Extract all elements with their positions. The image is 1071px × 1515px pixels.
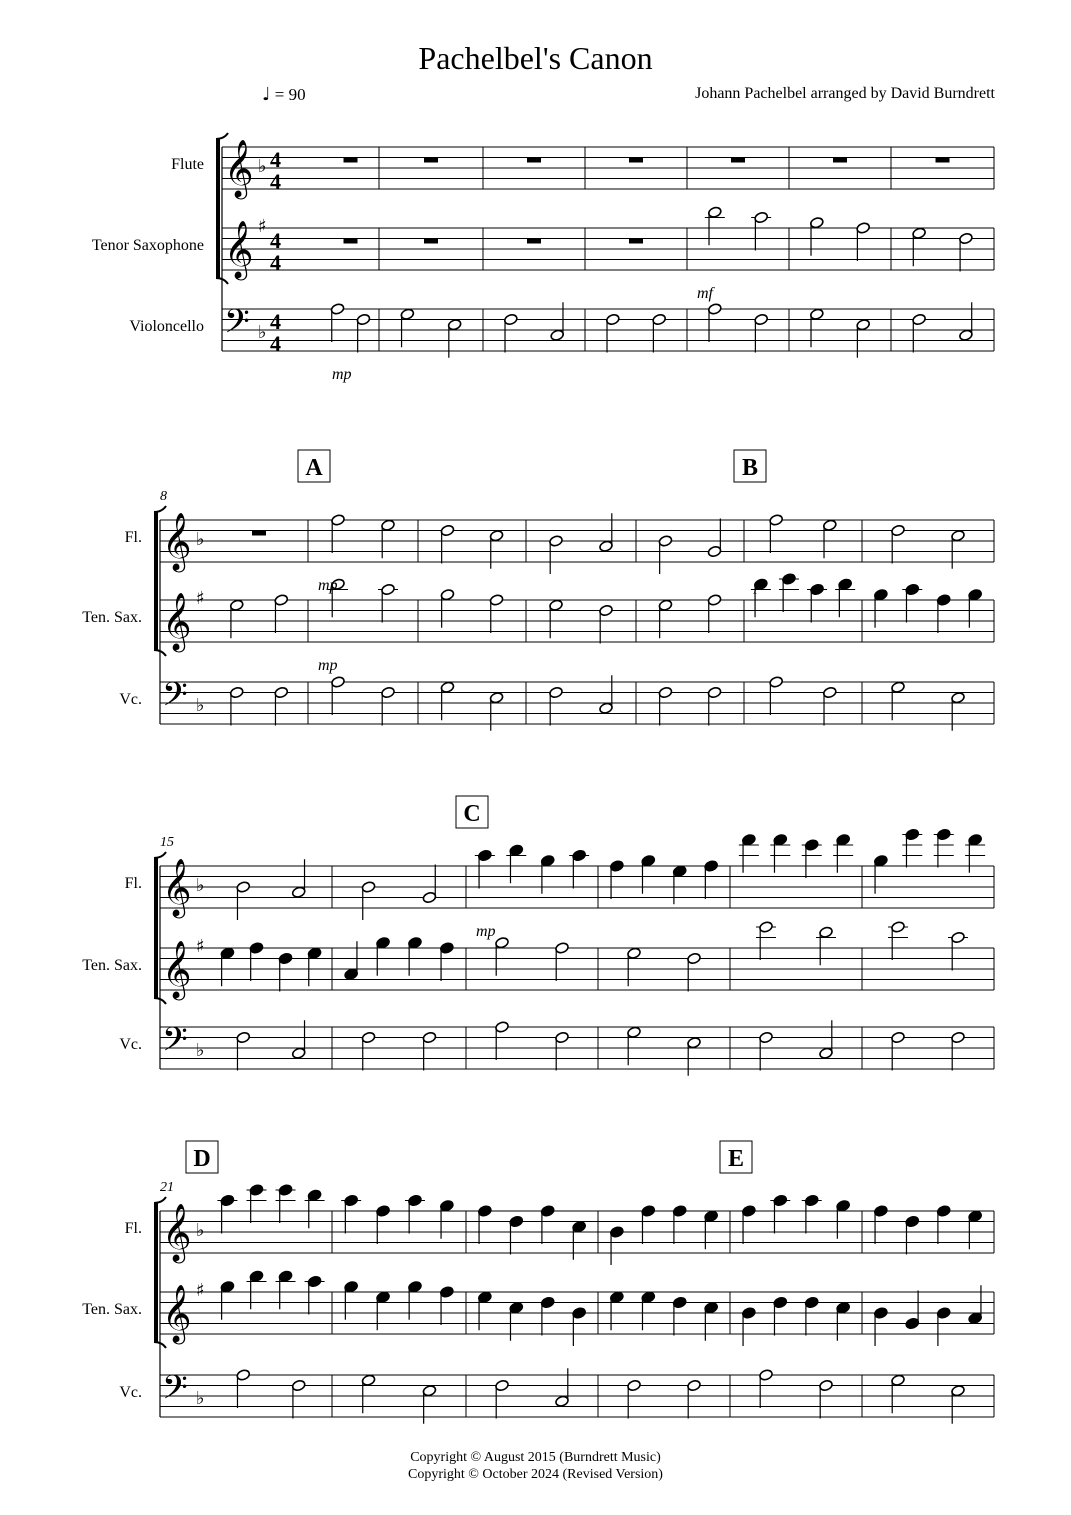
system-3 bbox=[82, 796, 994, 1076]
quarter-note bbox=[610, 860, 625, 873]
half-note bbox=[489, 691, 504, 704]
half-note bbox=[891, 921, 906, 934]
half-note bbox=[627, 1379, 642, 1392]
quarter-note bbox=[704, 860, 719, 873]
measure-number: 21 bbox=[160, 1180, 174, 1195]
quarter-note bbox=[905, 1317, 920, 1330]
half-note bbox=[274, 594, 289, 607]
whole-rest bbox=[424, 158, 438, 163]
half-note bbox=[856, 318, 871, 331]
quarter-note bbox=[672, 1296, 687, 1309]
rehearsal-mark: C bbox=[463, 801, 481, 827]
whole-rest bbox=[833, 158, 847, 163]
half-note bbox=[819, 1379, 834, 1392]
time-signature: 4 bbox=[270, 228, 281, 253]
quarter-note bbox=[307, 1275, 322, 1288]
half-note bbox=[495, 1021, 510, 1034]
instrument-label: Fl. bbox=[124, 1220, 142, 1237]
half-note bbox=[819, 1047, 834, 1060]
quarter-note bbox=[836, 1301, 851, 1314]
half-note bbox=[822, 519, 837, 532]
quarter-note bbox=[905, 1215, 920, 1228]
quarter-note bbox=[572, 1220, 587, 1233]
quarter-note bbox=[968, 1210, 983, 1223]
quarter-note bbox=[307, 947, 322, 960]
quarter-note bbox=[509, 1215, 524, 1228]
half-note bbox=[605, 313, 620, 326]
quarter-note bbox=[440, 942, 455, 955]
instrument-label: Violoncello bbox=[129, 318, 204, 335]
half-note bbox=[951, 529, 966, 542]
sharp-icon: ♯ bbox=[196, 1280, 205, 1301]
dynamic-marking: p bbox=[754, 577, 762, 594]
half-note bbox=[330, 303, 345, 316]
system-2 bbox=[82, 450, 994, 731]
half-note bbox=[856, 222, 871, 235]
half-note bbox=[707, 206, 722, 219]
quarter-note bbox=[836, 833, 851, 846]
treble-clef-icon: 𝄞 bbox=[224, 220, 254, 278]
instrument-label: Vc. bbox=[119, 1036, 142, 1053]
quarter-note-icon: ♩ bbox=[262, 84, 271, 105]
instrument-label: Ten. Sax. bbox=[82, 1301, 142, 1318]
whole-rest bbox=[629, 158, 643, 163]
quarter-note bbox=[278, 1184, 293, 1197]
half-note bbox=[555, 1395, 570, 1408]
flat-icon: ♭ bbox=[258, 156, 267, 177]
half-note bbox=[503, 313, 518, 326]
instrument-label: Ten. Sax. bbox=[82, 609, 142, 626]
time-signature: 4 bbox=[270, 309, 281, 334]
half-note bbox=[236, 1031, 251, 1044]
quarter-note bbox=[672, 865, 687, 878]
half-note bbox=[707, 545, 722, 558]
half-note bbox=[912, 313, 927, 326]
quarter-note bbox=[838, 578, 853, 591]
half-note bbox=[959, 329, 974, 342]
half-note bbox=[951, 931, 966, 944]
treble-clef-icon: 𝄞 bbox=[162, 1284, 192, 1342]
quarter-note bbox=[782, 573, 797, 586]
quarter-note bbox=[641, 1205, 656, 1218]
system-1 bbox=[92, 133, 994, 383]
quarter-note bbox=[641, 1291, 656, 1304]
whole-rest bbox=[731, 158, 745, 163]
half-note bbox=[400, 308, 415, 321]
instrument-label: Tenor Saxophone bbox=[91, 237, 204, 254]
half-note bbox=[819, 926, 834, 939]
whole-rest bbox=[629, 239, 643, 244]
quarter-note bbox=[905, 583, 920, 596]
flat-icon: ♭ bbox=[196, 875, 205, 896]
instrument-label: Fl. bbox=[124, 875, 142, 892]
half-note bbox=[687, 1036, 702, 1049]
rehearsal-mark: E bbox=[727, 1146, 745, 1172]
half-note bbox=[422, 1031, 437, 1044]
half-note bbox=[331, 514, 346, 527]
quarter-note bbox=[641, 854, 656, 867]
half-note bbox=[627, 1026, 642, 1039]
rehearsal-mark: B bbox=[741, 455, 759, 481]
half-note bbox=[759, 1031, 774, 1044]
half-note bbox=[769, 676, 784, 689]
half-note bbox=[422, 1384, 437, 1397]
half-note bbox=[381, 686, 396, 699]
half-note bbox=[291, 886, 306, 899]
treble-clef-icon: 𝄞 bbox=[162, 512, 192, 570]
half-note bbox=[754, 211, 769, 224]
quarter-note bbox=[478, 1291, 493, 1304]
bass-clef-icon: 𝄢 bbox=[162, 676, 188, 722]
quarter-note bbox=[905, 828, 920, 841]
half-note bbox=[707, 594, 722, 607]
sharp-icon: ♯ bbox=[196, 936, 205, 957]
quarter-note bbox=[572, 849, 587, 862]
half-note bbox=[769, 514, 784, 527]
treble-clef-icon: 𝄞 bbox=[224, 139, 254, 197]
quarter-note bbox=[344, 968, 359, 981]
time-signature: 4 bbox=[270, 147, 281, 172]
quarter-note bbox=[344, 1280, 359, 1293]
half-note bbox=[356, 313, 371, 326]
half-note bbox=[440, 524, 455, 537]
dynamic-marking: mp bbox=[318, 657, 338, 674]
half-note bbox=[707, 686, 722, 699]
half-note bbox=[809, 308, 824, 321]
quarter-note bbox=[968, 833, 983, 846]
quarter-note bbox=[408, 1280, 423, 1293]
quarter-note bbox=[704, 1301, 719, 1314]
bass-clef-icon: 𝄢 bbox=[162, 1021, 188, 1067]
treble-clef-icon: 𝄞 bbox=[162, 592, 192, 650]
quarter-note bbox=[836, 1199, 851, 1212]
quarter-note bbox=[874, 1205, 889, 1218]
copyright-line-2: Copyright © October 2024 (Revised Version) bbox=[408, 1467, 663, 1482]
quarter-note bbox=[540, 854, 555, 867]
half-note bbox=[891, 1031, 906, 1044]
sharp-icon: ♯ bbox=[196, 588, 205, 609]
half-note bbox=[759, 1369, 774, 1382]
quarter-note bbox=[804, 1296, 819, 1309]
instrument-label: Fl. bbox=[124, 529, 142, 546]
half-note bbox=[236, 1369, 251, 1382]
half-note bbox=[707, 303, 722, 316]
half-note bbox=[549, 599, 564, 612]
flat-icon: ♭ bbox=[196, 529, 205, 550]
half-note bbox=[658, 686, 673, 699]
quarter-note bbox=[968, 1312, 983, 1325]
instrument-label: Vc. bbox=[119, 691, 142, 708]
quarter-note bbox=[509, 1301, 524, 1314]
flat-icon: ♭ bbox=[258, 322, 267, 343]
half-note bbox=[274, 686, 289, 699]
flat-icon: ♭ bbox=[196, 1220, 205, 1241]
half-note bbox=[440, 681, 455, 694]
half-note bbox=[951, 691, 966, 704]
tempo-value: = 90 bbox=[274, 85, 306, 104]
quarter-note bbox=[278, 1270, 293, 1283]
half-note bbox=[891, 524, 906, 537]
treble-clef-icon: 𝄞 bbox=[162, 1203, 192, 1261]
half-note bbox=[658, 535, 673, 548]
quarter-note bbox=[344, 1194, 359, 1207]
quarter-note bbox=[572, 1307, 587, 1320]
half-note bbox=[489, 594, 504, 607]
whole-rest bbox=[527, 239, 541, 244]
bass-clef-icon: 𝄢 bbox=[162, 1369, 188, 1415]
flat-icon: ♭ bbox=[196, 1388, 205, 1409]
half-note bbox=[236, 881, 251, 894]
half-note bbox=[599, 702, 614, 715]
whole-rest bbox=[252, 531, 266, 536]
quarter-note bbox=[408, 936, 423, 949]
quarter-note bbox=[874, 1307, 889, 1320]
quarter-note bbox=[742, 1205, 757, 1218]
half-note bbox=[361, 1031, 376, 1044]
rehearsal-mark: D bbox=[193, 1146, 211, 1172]
half-note bbox=[549, 535, 564, 548]
whole-rest bbox=[344, 239, 358, 244]
instrument-label: Flute bbox=[171, 156, 204, 173]
quarter-note bbox=[874, 854, 889, 867]
measure-number: 15 bbox=[160, 835, 174, 850]
quarter-note bbox=[704, 1210, 719, 1223]
half-note bbox=[422, 891, 437, 904]
quarter-note bbox=[249, 1270, 264, 1283]
dynamic-marking: mp bbox=[332, 366, 352, 383]
whole-rest bbox=[527, 158, 541, 163]
whole-rest bbox=[344, 158, 358, 163]
quarter-note bbox=[936, 1307, 951, 1320]
half-note bbox=[687, 952, 702, 965]
half-note bbox=[447, 318, 462, 331]
whole-rest bbox=[936, 158, 950, 163]
half-note bbox=[291, 1379, 306, 1392]
measure-number: 8 bbox=[160, 489, 167, 504]
quarter-note bbox=[936, 828, 951, 841]
quarter-note bbox=[376, 936, 391, 949]
half-note bbox=[549, 686, 564, 699]
quarter-note bbox=[610, 1226, 625, 1239]
half-note bbox=[912, 227, 927, 240]
quarter-note bbox=[968, 588, 983, 601]
quarter-note bbox=[307, 1189, 322, 1202]
quarter-note bbox=[672, 1205, 687, 1218]
system-4 bbox=[82, 1141, 994, 1424]
quarter-note bbox=[440, 1286, 455, 1299]
quarter-note bbox=[936, 594, 951, 607]
quarter-note bbox=[249, 942, 264, 955]
half-note bbox=[599, 604, 614, 617]
half-note bbox=[381, 519, 396, 532]
rehearsal-mark: A bbox=[305, 455, 323, 481]
half-note bbox=[959, 232, 974, 245]
time-signature: 4 bbox=[270, 331, 281, 356]
half-note bbox=[361, 881, 376, 894]
half-note bbox=[754, 313, 769, 326]
flat-icon: ♭ bbox=[196, 695, 205, 716]
time-signature: 4 bbox=[270, 250, 281, 275]
quarter-note bbox=[376, 1205, 391, 1218]
half-note bbox=[822, 686, 837, 699]
whole-rest bbox=[424, 239, 438, 244]
quarter-note bbox=[440, 1199, 455, 1212]
half-note bbox=[951, 1384, 966, 1397]
copyright-line-1: Copyright © August 2015 (Burndrett Music) bbox=[410, 1450, 661, 1465]
half-note bbox=[627, 947, 642, 960]
quarter-note bbox=[540, 1296, 555, 1309]
half-note bbox=[495, 1379, 510, 1392]
instrument-label: Vc. bbox=[119, 1384, 142, 1401]
half-note bbox=[599, 540, 614, 553]
quarter-note bbox=[509, 844, 524, 857]
quarter-note bbox=[376, 1291, 391, 1304]
half-note bbox=[809, 216, 824, 229]
bass-clef-icon: 𝄢 bbox=[224, 303, 250, 349]
half-note bbox=[658, 599, 673, 612]
quarter-note bbox=[742, 833, 757, 846]
quarter-note bbox=[804, 839, 819, 852]
half-note bbox=[331, 676, 346, 689]
half-note bbox=[759, 921, 774, 934]
sharp-icon: ♯ bbox=[258, 216, 267, 237]
half-note bbox=[891, 1374, 906, 1387]
half-note bbox=[951, 1031, 966, 1044]
quarter-note bbox=[874, 588, 889, 601]
quarter-note bbox=[540, 1205, 555, 1218]
half-note bbox=[229, 686, 244, 699]
quarter-note bbox=[773, 833, 788, 846]
composer-credit: Johann Pachelbel arranged by David Burndrett bbox=[695, 85, 995, 102]
quarter-note bbox=[408, 1194, 423, 1207]
quarter-note bbox=[478, 849, 493, 862]
quarter-note bbox=[773, 1296, 788, 1309]
half-note bbox=[652, 313, 667, 326]
half-note bbox=[489, 529, 504, 542]
dynamic-marking: mf bbox=[697, 285, 713, 302]
time-signature: 4 bbox=[270, 169, 281, 194]
quarter-note bbox=[220, 1280, 235, 1293]
treble-clef-icon: 𝄞 bbox=[162, 940, 192, 998]
half-note bbox=[495, 936, 510, 949]
quarter-note bbox=[804, 1194, 819, 1207]
treble-clef-icon: 𝄞 bbox=[162, 858, 192, 916]
half-note bbox=[555, 1031, 570, 1044]
quarter-note bbox=[220, 1194, 235, 1207]
quarter-note bbox=[220, 947, 235, 960]
flat-icon: ♭ bbox=[196, 1040, 205, 1061]
half-note bbox=[291, 1047, 306, 1060]
half-note bbox=[229, 599, 244, 612]
half-note bbox=[555, 942, 570, 955]
quarter-note bbox=[249, 1184, 264, 1197]
quarter-note bbox=[742, 1307, 757, 1320]
score-title: Pachelbel's Canon bbox=[418, 40, 653, 76]
copyright-footer bbox=[0, 1449, 1071, 1483]
quarter-note bbox=[936, 1205, 951, 1218]
half-note bbox=[550, 329, 565, 342]
half-note bbox=[687, 1379, 702, 1392]
quarter-note bbox=[773, 1194, 788, 1207]
half-note bbox=[891, 681, 906, 694]
half-note bbox=[381, 583, 396, 596]
instrument-label: Ten. Sax. bbox=[82, 957, 142, 974]
half-note bbox=[361, 1374, 376, 1387]
half-note bbox=[440, 588, 455, 601]
quarter-note bbox=[610, 1291, 625, 1304]
quarter-note bbox=[278, 952, 293, 965]
dynamic-marking: mp bbox=[476, 923, 496, 940]
dynamic-marking: mp bbox=[318, 577, 338, 594]
quarter-note bbox=[478, 1205, 493, 1218]
quarter-note bbox=[810, 583, 825, 596]
